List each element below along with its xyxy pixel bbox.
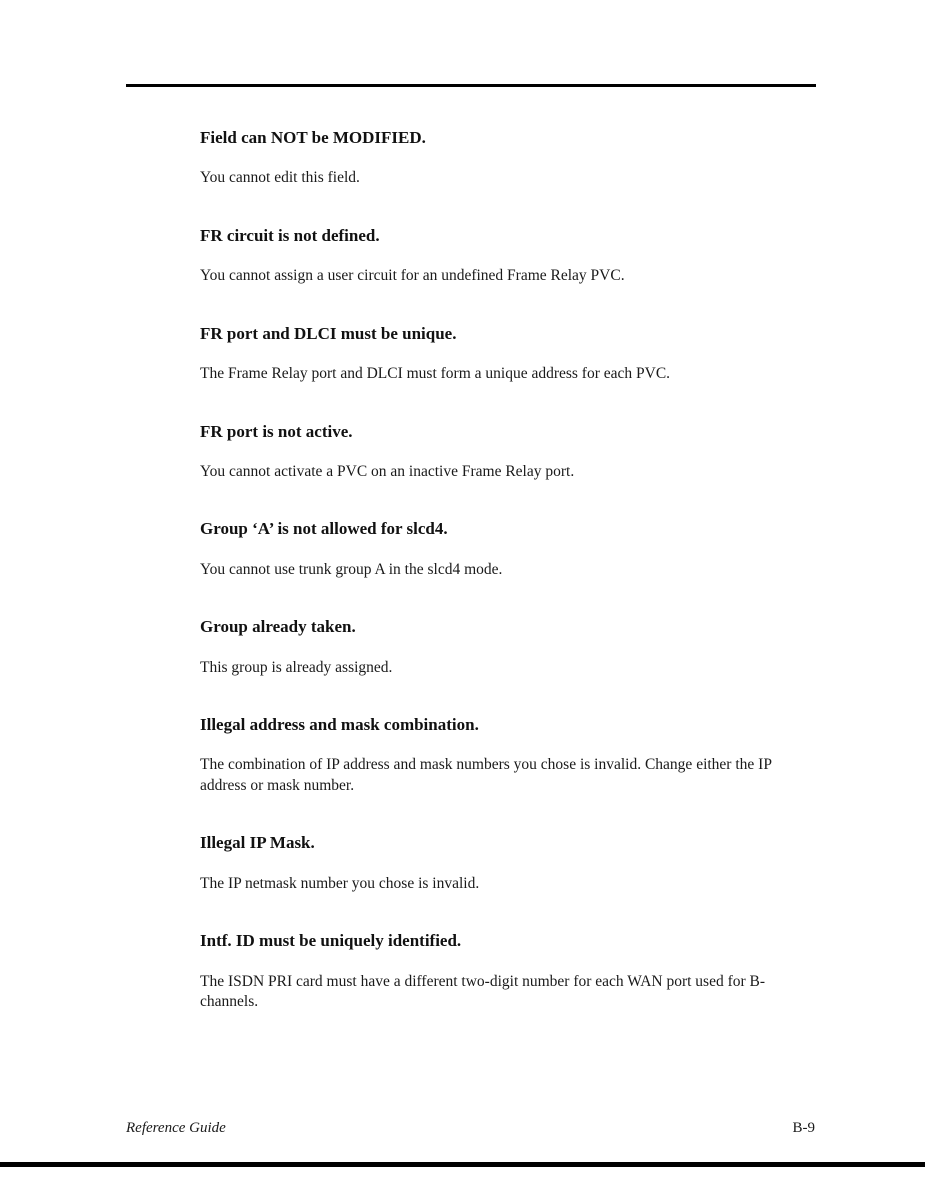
entry-heading: FR port is not active. <box>200 421 353 441</box>
error-entry <box>200 519 818 580</box>
entry-heading: Field can NOT be MODIFIED. <box>200 128 426 147</box>
error-entry <box>200 931 818 1012</box>
footer-document-title: Reference Guide <box>126 1120 226 1136</box>
error-entry <box>200 715 818 796</box>
top-horizontal-rule <box>126 84 816 87</box>
error-entry <box>200 324 818 385</box>
error-entry <box>200 422 818 483</box>
entry-heading: Illegal address and mask combination. <box>200 715 479 735</box>
entry-heading: FR circuit is not defined. <box>200 225 380 245</box>
error-entry <box>200 617 818 678</box>
footer-page-number: B-9 <box>792 1120 815 1136</box>
page-footer <box>126 1120 815 1137</box>
entry-body: You cannot use trunk group A in the slcd4 mode. <box>200 560 503 578</box>
entry-heading: Illegal IP Mask. <box>200 833 315 853</box>
error-entry <box>200 226 818 287</box>
entry-body: The combination of IP address and mask numbers you chose is invalid. Change either the IP address or mask number. <box>200 756 772 794</box>
entry-heading: Group ‘A’ is not allowed for slcd4. <box>200 519 448 539</box>
entry-heading: Intf. ID must be uniquely identified. <box>200 931 462 951</box>
entry-body: The IP netmask number you chose is invalid. <box>200 874 480 892</box>
entry-heading: Group already taken. <box>200 617 356 637</box>
entry-body: This group is already assigned. <box>200 658 393 676</box>
bottom-horizontal-rule <box>0 1162 925 1167</box>
error-entry <box>200 128 818 189</box>
entry-body: You cannot assign a user circuit for an undefined Frame Relay PVC. <box>200 267 625 285</box>
entry-heading: FR port and DLCI must be unique. <box>200 323 457 343</box>
entry-body: You cannot activate a PVC on an inactive Frame Relay port. <box>200 462 575 480</box>
error-entry <box>200 833 818 894</box>
entry-body: The Frame Relay port and DLCI must form a unique address for each PVC. <box>200 365 671 383</box>
entry-body: You cannot edit this field. <box>200 169 360 187</box>
entry-body: The ISDN PRI card must have a different two-digit number for each WAN port used for B-channels. <box>200 972 766 1011</box>
error-message-list <box>200 128 818 1050</box>
